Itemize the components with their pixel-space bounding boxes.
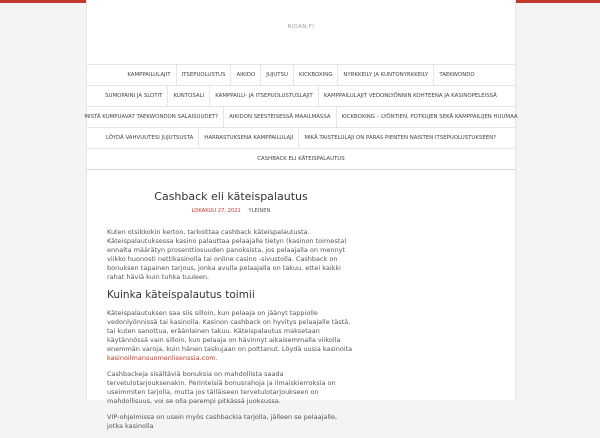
nav-item-sumopaini[interactable]: SUMOPAINI JA SLOTIT (105, 93, 163, 99)
nav-row-1 (87, 65, 515, 86)
nav-item-nyrkkeily[interactable]: NYRKKEILY JA KUNTONYRKKEILY (337, 65, 433, 85)
main-navigation (84, 64, 518, 170)
nav-row-3 (84, 107, 518, 128)
nav-item-harrastus[interactable]: HARRASTUKSENA KAMPPAILULAJI (198, 128, 298, 148)
article-paragraph-3: Cashbackeja sisältäviä bonuksia on mahdollista saada tervetulotarjouksenakin. Perinteisiä bonusrahoja ja ilmaiskierroksia on useimmiten tarjolla, mutta jos tälläiseen tervetulotarjoukseen on mahdollisuus, voi se olla parempi pitkässä juoksussa. (107, 370, 336, 405)
nav-item-vedonlyonti[interactable]: KAMPPAILULAJIT VEDONLYÖNNIN KOHTEENA JA KASINOPELEISSÄ (318, 86, 502, 106)
nav-item-taekwondo[interactable]: TAEKWONDO (433, 65, 479, 85)
nav-item-jujutsu[interactable]: JUJUTSU (260, 65, 293, 85)
nav-item-aikido-maailma[interactable]: AIKIDON SEESTEISESSÄ MAAILMASSA (223, 107, 335, 127)
article-title: Cashback eli käteispalautus (154, 190, 308, 203)
nav-item-paras-taistelulaji[interactable]: MIKÄ TAISTELULAJI ON PARAS PIENTEN NAISTEN ITSEPUOLUSTUKSEEN? (298, 128, 501, 148)
nav-item-itsepuolustus[interactable]: ITSEPUOLUSTUS (176, 65, 231, 85)
nav-item-kamppailulajit[interactable]: KAMPPAILULAJIT (127, 72, 171, 78)
nav-item-kickboxing-huuma[interactable]: KICKBOXING – LYÖNTIEN, POTKUJEN SEKÄ KAMPPAILIJEN HUUMAA (336, 107, 523, 127)
article-paragraph-2 (107, 309, 355, 363)
paragraph-2-end: . (215, 354, 218, 362)
page-container (84, 0, 518, 430)
article-meta (107, 208, 355, 214)
nav-row-2 (87, 86, 515, 107)
article-date[interactable]: LOKAKUU 27, 2021 (191, 208, 241, 214)
nav-item-cashback[interactable]: CASHBACK ELI KÄTEISPALAUTUS (257, 156, 345, 162)
article (107, 170, 355, 438)
article-paragraph-4: VIP-ohjelmissa on usein myös cashbackia tarjolla, jälleen se pelaajalle, jotka kasinolla (107, 413, 338, 430)
nav-item-kuntosali[interactable]: KUNTOSALI (167, 86, 209, 106)
nav-item-aikido[interactable]: AIKIDO (230, 65, 260, 85)
paragraph-2-text: Käteispalautuksen saa siis silloin, kun pelaaja on jäänyt tappiolle vedonlyönnissä tai kasinolla. Kasinon cashback on hyvitys pelaajalle tästä, tai kuten sanottua, eräänlainen takuu. Käteispalautus maksetaan käytännössä vain silloin, kun pelaaja on hävinnyt aikaisemmalla viikolla enemmän varoja, kuin hänen taskujaan on polttanut. Löydä uusia kasinoita (107, 309, 353, 353)
nav-item-vahvuus-jujutsu[interactable]: LÖYDÄ VAHVUUTESI JUJUTSUSTA (105, 135, 194, 141)
nav-item-kickboxing[interactable]: KICKBOXING (293, 65, 337, 85)
site-title[interactable]: NIDAN.FI (287, 24, 315, 30)
casino-link[interactable]: kasinoilmansuomenlisenssia.com (107, 354, 216, 362)
nav-row-5 (87, 149, 515, 170)
article-category[interactable]: YLEINEN (248, 208, 271, 214)
nav-row-4 (87, 128, 515, 149)
nav-item-kamppailu-itsepuolustuslajit[interactable]: KAMPPAILU- JA ITSEPUOLUSTUSLAJIT (209, 86, 318, 106)
nav-item-taekwondo-salaisuudet[interactable]: MISTÄ KUMPUAVAT TAEKWONDON SALAISUUDET? (84, 114, 219, 120)
section-heading: Kuinka käteispalautus toimii (107, 289, 255, 301)
article-paragraph-1: Kuten otsikkokin kertoo, tarkoittaa cashback käteispalautusta. Käteispalautuksessa kasino palauttaa pelaajalle tietyn (kasinon toimesta) ennalta määrätyn prosenttiosuuden panoksista, jos pelaajalla on mennyt viikko huonosti nettikasinolla tai online casino -sivustolla. Cashback on bonuksen tapainen tarjous, jonka avulla pelaajalla on takuu, ettei kaikki rahat häviä kuin tuhka tuuleen. (107, 228, 347, 281)
